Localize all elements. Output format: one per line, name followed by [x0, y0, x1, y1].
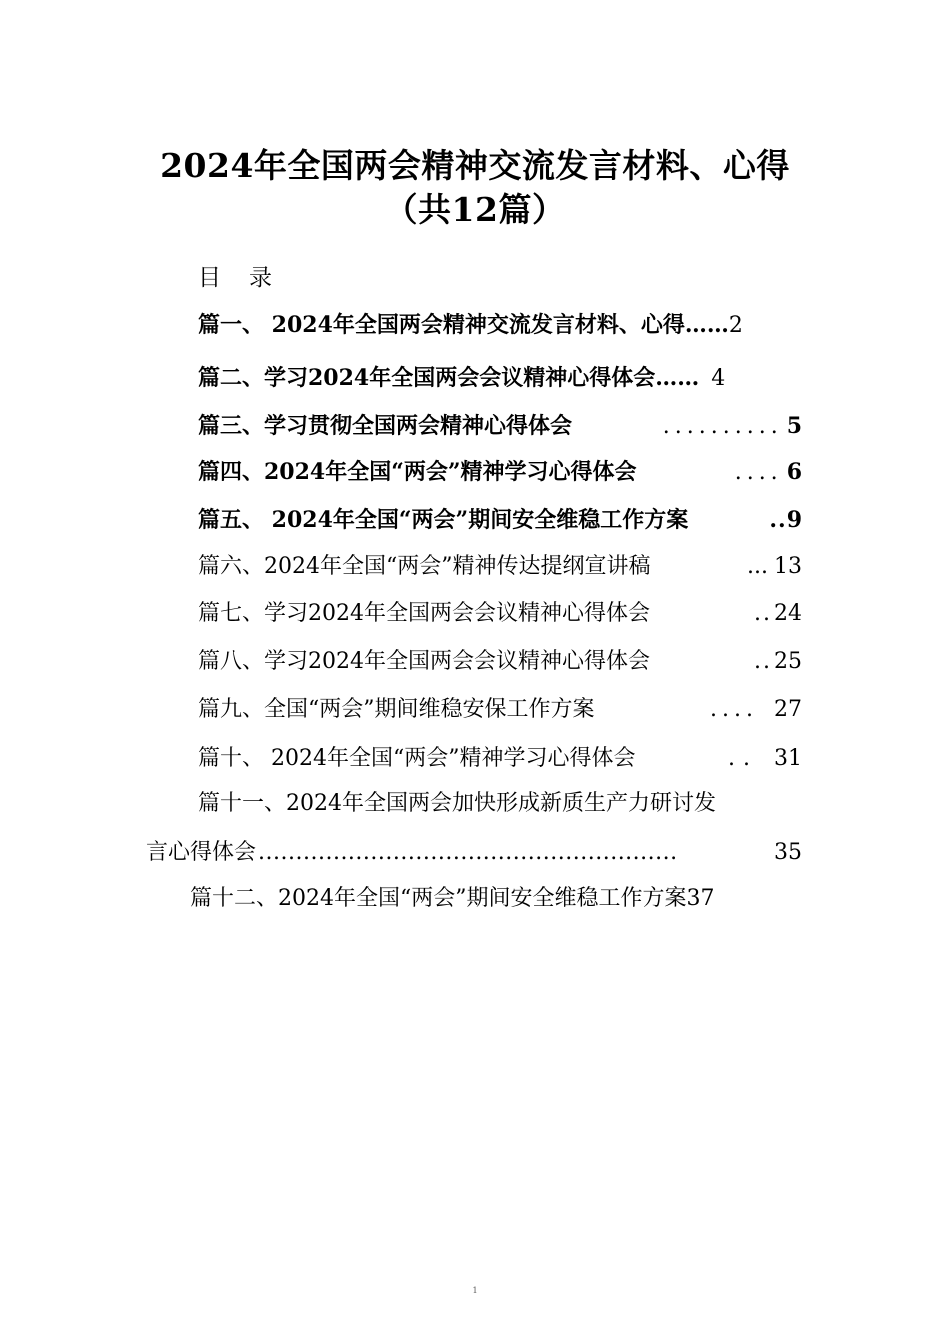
- toc-item-page: 35: [774, 840, 802, 865]
- toc-item-label: 篇八、学习2024年全国两会会议精神心得体会: [198, 649, 650, 674]
- toc-item-7[interactable]: [198, 597, 802, 631]
- toc-item-6[interactable]: [198, 550, 802, 584]
- toc-item-label: 篇九、全国“两会”期间维稳安保工作方案: [198, 697, 595, 722]
- toc-item-label: 篇七、学习2024年全国两会会议精神心得体会: [198, 601, 650, 626]
- toc-heading: [198, 262, 272, 294]
- toc-item-10[interactable]: [198, 742, 802, 776]
- toc-item-label: 篇六、2024年全国“两会”精神传达提纲宣讲稿: [198, 554, 651, 579]
- toc-item-12[interactable]: 篇十二、2024年全国“两会”期间安全维稳工作方案37: [190, 886, 715, 911]
- toc-item-page: 5: [786, 413, 802, 439]
- toc-item-page: 25: [774, 649, 802, 674]
- toc-heading-char-1: 目: [198, 265, 221, 291]
- toc-item-page: 24: [774, 601, 802, 626]
- toc-item-leader: ........................................................: [258, 840, 678, 865]
- toc-item-page: 31: [774, 746, 802, 771]
- toc-item-leader: ……: [684, 312, 729, 338]
- toc-item-leader: ..: [754, 649, 772, 674]
- toc-item-2[interactable]: [198, 361, 802, 395]
- toc-item-4[interactable]: [198, 455, 802, 489]
- toc-item-page: 9: [786, 507, 802, 533]
- document-title-line2: （共12篇）: [384, 190, 566, 229]
- toc-item-page: 6: [786, 459, 802, 485]
- footer-page-number: 1: [472, 1286, 478, 1295]
- toc-item-label: 篇五、 2024年全国“两会”期间安全维稳工作方案: [198, 507, 689, 533]
- toc-item-page: 27: [774, 697, 802, 722]
- toc-item-leader: ..: [754, 601, 772, 626]
- toc-item-page: 4: [711, 366, 726, 391]
- toc-item-leader: ..........: [662, 414, 783, 439]
- toc-item-label: 言心得体会: [146, 840, 257, 865]
- toc-item-label: 篇四、2024年全国“两会”精神学习心得体会: [198, 459, 637, 485]
- toc-item-8[interactable]: [198, 645, 802, 679]
- toc-item-1[interactable]: [198, 308, 802, 342]
- toc-item-leader: ....: [710, 697, 758, 722]
- toc-item-9[interactable]: [198, 693, 802, 727]
- toc-item-label: 篇三、学习贯彻全国两会精神心得体会: [198, 413, 573, 439]
- toc-item-11-line1[interactable]: 篇十一、2024年全国两会加快形成新质生产力研讨发: [198, 791, 716, 816]
- toc-item-leader: ...: [747, 554, 768, 579]
- toc-item-page: 13: [774, 554, 802, 579]
- toc-item-3[interactable]: [198, 409, 802, 443]
- toc-item-label: 篇二、学习2024年全国两会会议精神心得体会: [198, 365, 656, 391]
- toc-item-leader: ..: [769, 507, 787, 533]
- toc-item-label: 篇一、 2024年全国两会精神交流发言材料、心得: [198, 312, 685, 338]
- toc-item-leader: ....: [734, 460, 783, 485]
- toc-item-leader: ..: [728, 746, 758, 771]
- toc-item-label: 篇十、 2024年全国“两会”精神学习心得体会: [198, 746, 636, 771]
- toc-heading-char-2: 录: [249, 265, 272, 291]
- toc-item-11-line2[interactable]: [146, 836, 802, 870]
- toc-item-5[interactable]: [198, 503, 802, 537]
- toc-item-page: 2: [728, 313, 743, 338]
- document-title-line1: 2024年全国两会精神交流发言材料、心得: [160, 146, 790, 185]
- toc-item-leader: ……: [655, 365, 700, 391]
